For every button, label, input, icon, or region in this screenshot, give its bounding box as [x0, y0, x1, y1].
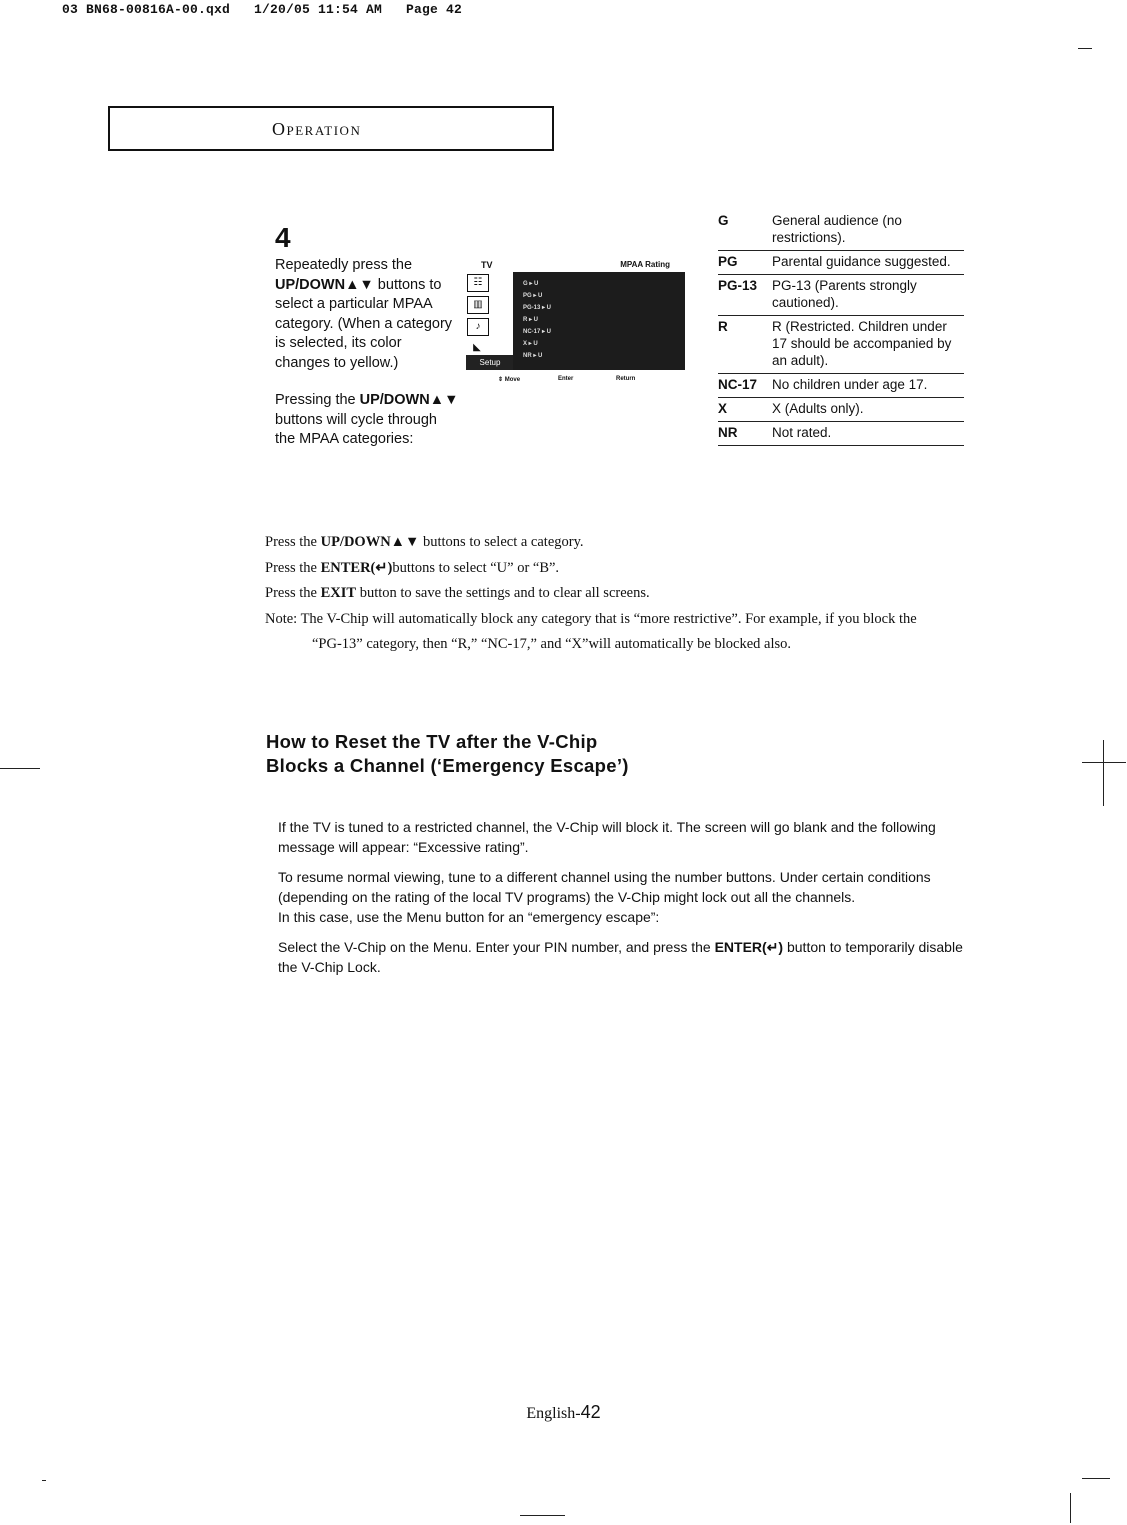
body-paragraph: In this case, use the Menu button for an “emergency escape”:: [278, 909, 660, 925]
rating-code: R: [718, 316, 772, 374]
section-header-title: Operation: [272, 119, 362, 139]
osd-row: PG ▸ U: [523, 293, 543, 299]
osd-row: X ▸ U: [523, 341, 538, 347]
osd-setup-tab: Setup: [466, 355, 514, 370]
rating-description: No children under age 17.: [772, 374, 964, 398]
osd-footer-enter: Enter: [558, 376, 574, 382]
text: buttons to select a category.: [419, 534, 584, 550]
crop-mark: [1078, 48, 1092, 49]
rating-code: X: [718, 398, 772, 422]
rating-description: General audience (no restrictions).: [772, 210, 964, 251]
channel-icon: ▥: [467, 296, 489, 314]
button-name: EXIT: [320, 585, 357, 601]
rating-description: PG-13 (Parents strongly cautioned).: [772, 275, 964, 316]
text: Pressing the: [275, 392, 360, 408]
text: buttons to select “U” or “B”.: [392, 559, 560, 576]
crop-mark: [1082, 1478, 1110, 1479]
osd-tv-label: TV: [481, 260, 493, 270]
text: Press the: [265, 559, 321, 576]
osd-row: G ▸ U: [523, 281, 539, 287]
table-row: [718, 422, 964, 446]
text: buttons will cycle through the MPAA categories:: [275, 411, 437, 447]
rating-code: PG: [718, 251, 772, 275]
table-row: [718, 210, 964, 251]
osd-row: PG-13 ▸ U: [523, 305, 552, 311]
body-paragraph: [278, 937, 978, 977]
table-row: [718, 275, 964, 316]
rating-code: G: [718, 210, 772, 251]
registration-mark: [1082, 762, 1126, 763]
rating-description: Parental guidance suggested.: [772, 251, 964, 275]
input-icon: ◣: [473, 342, 481, 353]
note-line: Note: The V-Chip will automatically block any category that is “more restrictive”. For example, if you block the: [265, 610, 917, 627]
table-row: [718, 398, 964, 422]
button-name: UP/DOWN▲▼: [359, 392, 459, 408]
osd-title: MPAA Rating: [620, 260, 670, 269]
rating-code: NR: [718, 422, 772, 446]
text: Press the: [265, 585, 321, 601]
picture-icon: ☷: [467, 274, 489, 292]
sound-icon: ♪: [467, 318, 489, 336]
instruction-line: [265, 581, 1025, 607]
text: button to temporarily disable the V-Chip Lock.: [278, 939, 963, 975]
table-row: [718, 251, 964, 275]
page-footer: [0, 1402, 1127, 1423]
osd-footer-return: Return: [616, 376, 636, 382]
reset-section-title: [266, 730, 786, 778]
page-number: 42: [580, 1402, 601, 1422]
step-instructions: [275, 256, 460, 468]
note-continuation: “PG-13” category, then “R,” “NC-17,” and “X”will automatically be blocked also.: [312, 636, 792, 652]
table-row: [718, 316, 964, 374]
osd-row: NC-17 ▸ U: [523, 329, 552, 335]
crop-mark: [520, 1515, 565, 1516]
title-line: How to Reset the TV after the V-Chip: [266, 731, 598, 752]
table-row: [718, 374, 964, 398]
rating-description: R (Restricted. Children under 17 should be accompanied by an adult).: [772, 316, 964, 374]
body-paragraph: If the TV is tuned to a restricted channel, the V-Chip will block it. The screen will go blank and the following message will appear: “Excessive rating”.: [278, 819, 936, 855]
rating-code: PG-13: [718, 275, 772, 316]
registration-mark: [0, 768, 40, 769]
text: buttons to select a particular MPAA category. (When a category is selected, its color changes to yellow.): [275, 276, 453, 371]
button-name: UP/DOWN▲▼: [275, 276, 374, 293]
title-line: Blocks a Channel (‘Emergency Escape’): [266, 755, 629, 776]
print-slug: 03 BN68-00816A-00.qxd 1/20/05 11:54 AM Page 42: [62, 2, 463, 17]
osd-row: R ▸ U: [523, 317, 539, 323]
crop-mark: [42, 1480, 46, 1481]
registration-mark: [1103, 740, 1104, 806]
text: Press the: [265, 534, 321, 550]
osd-row: NR ▸ U: [523, 353, 543, 359]
procedure-instructions: [265, 530, 1025, 658]
step-paragraph-2: [275, 391, 460, 450]
body-paragraph: To resume normal viewing, tune to a different channel using the number buttons. Under certain conditions (depending on the rating of the local TV programs) the V-Chip might lock out all the channels.: [278, 869, 931, 905]
button-name: ENTER(↵): [714, 939, 784, 955]
rating-code: NC-17: [718, 374, 772, 398]
step-paragraph-1: [275, 256, 460, 373]
crop-mark: [1070, 1493, 1071, 1523]
footer-language: English-: [526, 1405, 581, 1422]
button-name: UP/DOWN▲▼: [320, 534, 420, 550]
button-name: ENTER(↵): [320, 559, 393, 576]
text: Select the V-Chip on the Menu. Enter your PIN number, and press the: [278, 939, 715, 955]
text: Repeatedly press the: [275, 257, 413, 273]
instruction-line: [265, 556, 1025, 582]
mpaa-ratings-table: [718, 210, 964, 446]
mpaa-rating-osd-screenshot: [463, 258, 688, 388]
step-number: 4: [275, 222, 291, 253]
rating-description: X (Adults only).: [772, 398, 964, 422]
osd-footer-move: ⇕ Move: [498, 377, 521, 383]
reset-section-body: [278, 817, 978, 987]
text: button to save the settings and to clear all screens.: [356, 585, 650, 601]
instruction-line: [265, 530, 1025, 556]
rating-description: Not rated.: [772, 422, 964, 446]
